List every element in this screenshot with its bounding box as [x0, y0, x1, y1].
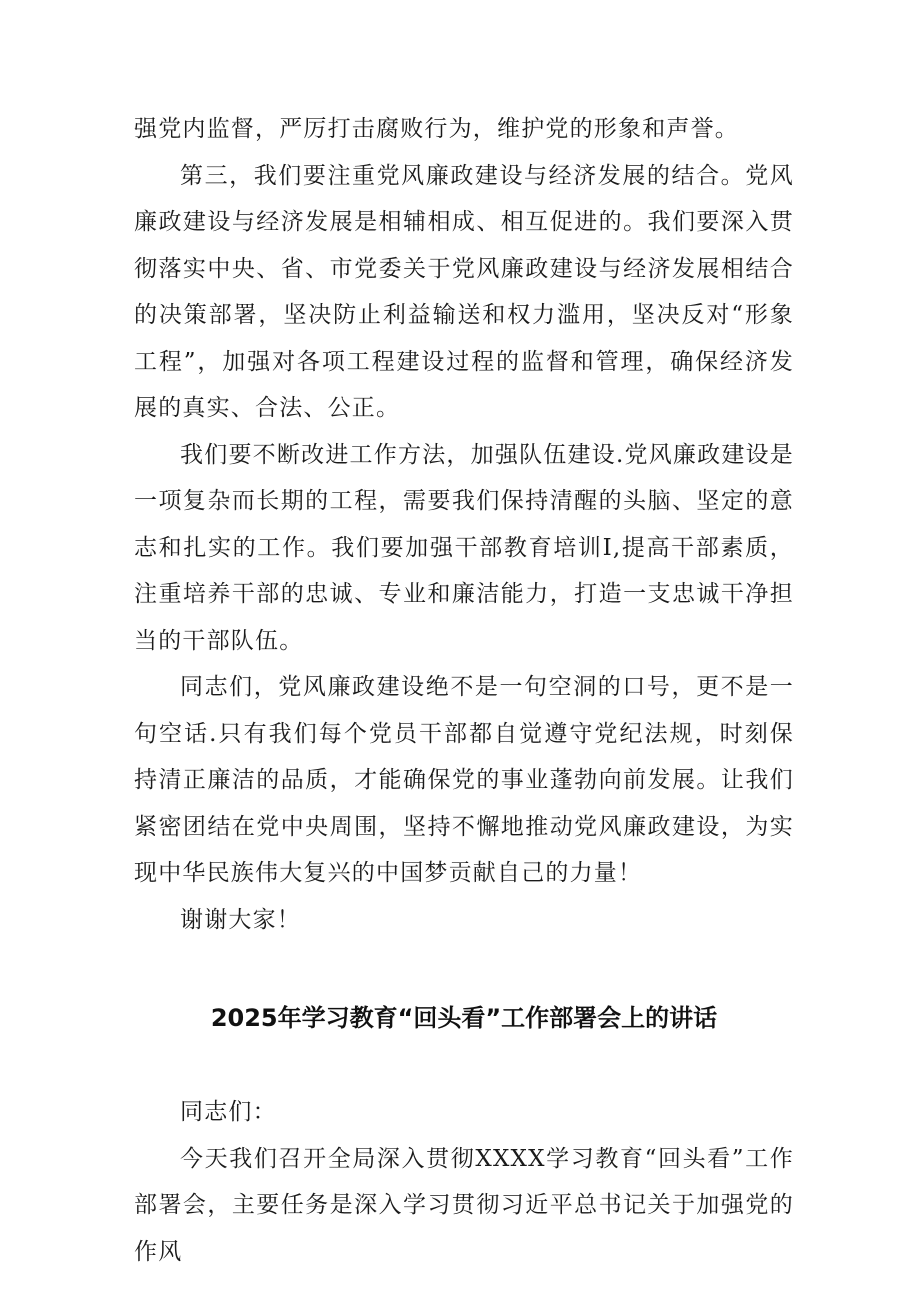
section-spacer: [134, 943, 794, 995]
document-body: [134, 106, 794, 1275]
paragraph-continuation: 强党内监督，严厉打击腐败行为，维护党的形象和声誉。: [134, 116, 739, 142]
speech-title: 2025年学习教育“回头看”工作部署会上的讲话: [210, 1004, 718, 1032]
paragraph-third-point: 第三，我们要注重党风廉政建设与经济发展的结合。党风廉政建设与经济发展是相辅相成、相互促进的。我们要深入贯彻落实中央、省、市党委关于党风廉政建设与经济发展相结合的决策部署，坚决防止利益输送和权力滥用，坚决反对“形象工程”，加强对各项工程建设过程的监督和管理，确保经济发展的真实、合法、公正。: [134, 162, 794, 421]
paragraph-thanks: 谢谢大家！: [180, 906, 301, 933]
section-spacer: [134, 1041, 794, 1089]
salutation: 同志们：: [180, 1099, 277, 1125]
paragraph-team-building: 我们要不断改进工作方法，加强队伍建设.党风廉政建设是一项复杂而长期的工程，需要我们保持清醒的头脑、坚定的意志和扎实的工作。我们要加强干部教育培训I,提高干部素质，注重培养干部的忠诚、专业和廉洁能力，打造一支忠诚干净担当的干部队伍。: [134, 441, 794, 654]
paragraph-closing-call: 同志们，党风廉政建设绝不是一句空洞的口号，更不是一句空话.只有我们每个党员干部都自觉遵守党纪法规，时刻保持清正廉洁的品质，才能确保党的事业蓬勃向前发展。让我们紧密团结在党中央周围，坚持不懈地推动党风廉政建设，为实现中华民族伟大复兴的中国梦贡献自己的力量！: [134, 674, 794, 886]
paragraph-opening: 今天我们召开全局深入贯彻XXXX学习教育“回头看”工作部署会，主要任务是深入学习贯彻习近平总书记关于加强党的作风: [134, 1145, 794, 1265]
